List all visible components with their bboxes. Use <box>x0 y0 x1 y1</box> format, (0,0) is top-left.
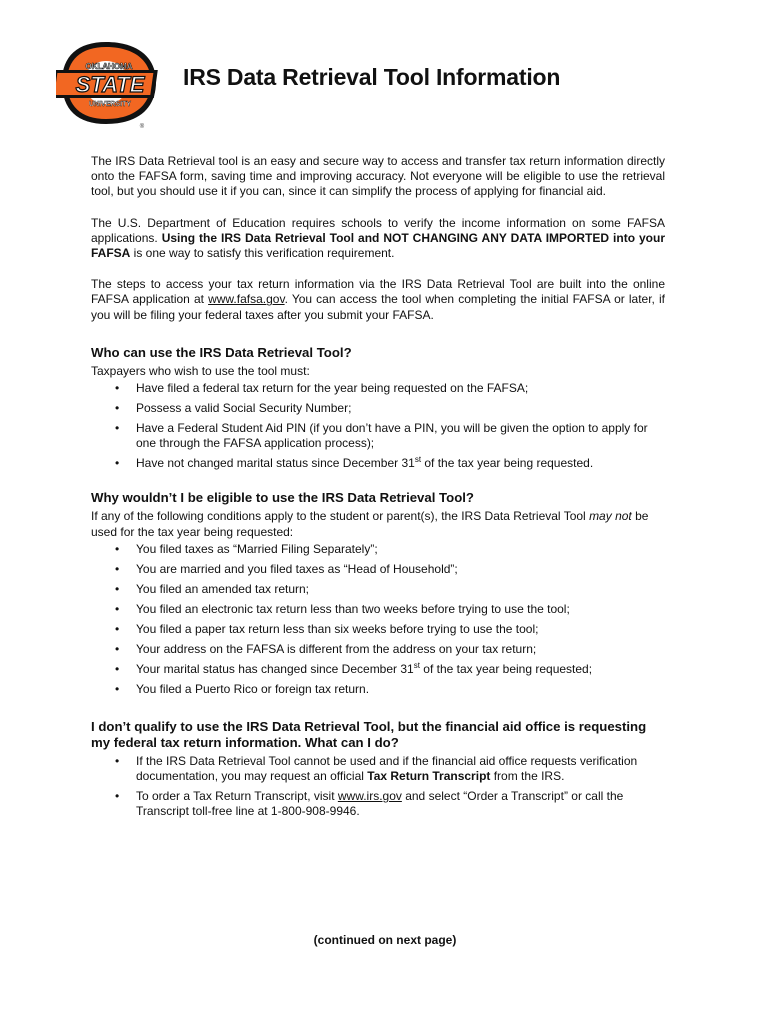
fafsa-link[interactable]: www.fafsa.gov <box>208 292 285 307</box>
list-item <box>91 381 665 396</box>
section-2-list <box>91 542 665 697</box>
list-item <box>91 754 665 784</box>
list-item <box>91 562 665 577</box>
list-item-text-b: from the IRS. <box>490 769 565 784</box>
list-item-bold: Tax Return Transcript <box>367 769 491 784</box>
list-item-text: Your address on the FAFSA is different from the address on your tax return; <box>136 641 537 656</box>
ordinal-suffix: st <box>414 455 422 465</box>
list-item-text: You filed a paper tax return less than six weeks before trying to use the tool; <box>136 621 539 636</box>
section-2-lead <box>91 509 665 539</box>
bullet-icon: • <box>115 661 120 676</box>
list-item <box>91 682 665 697</box>
intro-p2-bold: Using the IRS Data Retrieval Tool and NOT CHANGING ANY DATA IMPORTED into your FAFSA <box>91 230 666 261</box>
intro-paragraph-2 <box>91 216 665 262</box>
list-item-text: You are married and you filed taxes as “Head of Household”; <box>136 561 458 576</box>
section-2-heading: Why wouldn’t I be eligible to use the IRS Data Retrieval Tool? <box>91 490 474 506</box>
bullet-icon: • <box>115 681 120 696</box>
section-1-lead: Taxpayers who wish to use the tool must: <box>91 363 310 378</box>
intro-paragraph-3 <box>91 277 665 323</box>
bullet-icon: • <box>115 601 120 616</box>
list-item-text: Have a Federal Student Aid PIN (if you don’t have a PIN, you will be given the option to apply for one through the FAFSA application process); <box>136 421 648 451</box>
list-item-text: You filed a Puerto Rico or foreign tax return. <box>136 681 370 696</box>
list-item-text-a: To order a Tax Return Transcript, visit <box>136 789 338 804</box>
section-who-can-use <box>91 345 665 472</box>
list-item <box>91 602 665 617</box>
section-3-list <box>91 754 665 820</box>
intro-p3-text-a: The steps to access your tax return information via the IRS Data Retrieval Tool are built into the online FAFSA application at <box>91 277 665 307</box>
logo-bottom-text: UNIVERSITY <box>88 101 132 108</box>
section-2-lead-b: be used for the tax year being requested: <box>91 509 649 539</box>
bullet-icon: • <box>115 561 120 576</box>
irs-link[interactable]: www.irs.gov <box>337 789 402 804</box>
bullet-icon: • <box>115 581 120 596</box>
section-dont-qualify <box>91 719 665 820</box>
logo-top-text: OKLAHOMA <box>85 62 133 71</box>
section-1-list <box>91 381 665 471</box>
list-item-text-b: and select “Order a Transcript” or call the Transcript toll-free line at 1-800-908-9946. <box>136 789 624 819</box>
bullet-icon: • <box>115 541 120 556</box>
list-item-text: Possess a valid Social Security Number; <box>136 401 352 416</box>
bullet-icon: • <box>115 641 120 656</box>
bullet-icon: • <box>115 421 120 436</box>
list-item-text: You filed an amended tax return; <box>136 581 310 596</box>
list-item <box>91 662 665 677</box>
list-item-text-a: If the IRS Data Retrieval Tool cannot be used and if the financial aid office requests verification documentation, you may request an official <box>136 754 638 784</box>
list-item <box>91 401 665 416</box>
logo-main-text: STATE <box>75 72 145 97</box>
page-title: IRS Data Retrieval Tool Information <box>183 64 561 90</box>
ordinal-suffix: st <box>413 660 420 670</box>
list-item-text-b: of the tax year being requested. <box>421 456 594 471</box>
list-item-text-b: of the tax year being requested; <box>419 661 593 676</box>
list-item-text: You filed taxes as “Married Filing Separately”; <box>136 541 378 556</box>
continued-note: (continued on next page) <box>313 933 457 947</box>
list-item <box>91 542 665 557</box>
bullet-icon: • <box>115 754 120 769</box>
intro-p2-text-b: is one way to satisfy this verification requirement. <box>130 246 395 261</box>
intro-paragraph-1: The IRS Data Retrieval tool is an easy and secure way to access and transfer tax return information directly onto the FAFSA form, saving time and improving accuracy. Not everyone will be eligible to use the retrieval tool, but you should use it if you can, since it can simplify the process of applying for financial aid. <box>91 154 665 199</box>
list-item <box>91 622 665 637</box>
section-2-lead-emphasis: may not <box>589 509 632 524</box>
list-item-text-a: Have not changed marital status since December 31 <box>136 456 415 471</box>
list-item <box>91 642 665 657</box>
list-item-text: Have filed a federal tax return for the year being requested on the FAFSA; <box>136 381 529 396</box>
list-item <box>91 421 665 451</box>
document-body <box>91 154 665 824</box>
bullet-icon: • <box>115 789 120 804</box>
list-item-text-a: Your marital status has changed since December 31 <box>136 661 414 676</box>
list-item <box>91 789 665 819</box>
bullet-icon: • <box>115 621 120 636</box>
osu-logo <box>56 40 168 130</box>
intro-p3-text-b: . You can access the tool when completing the initial FAFSA or later, if you will be filing your federal taxes after you submit your FAFSA. <box>91 292 665 322</box>
list-item <box>91 582 665 597</box>
section-3-heading: I don’t qualify to use the IRS Data Retrieval Tool, but the financial aid office is requesting my federal tax return information. What can I do? <box>91 719 647 751</box>
intro-p2-text-a: The U.S. Department of Education requires schools to verify the income information on some FAFSA applications. <box>91 215 665 245</box>
logo-registered-mark: ® <box>139 124 145 130</box>
list-item-text: You filed an electronic tax return less than two weeks before trying to use the tool; <box>136 601 570 616</box>
list-item <box>91 456 665 471</box>
section-2-lead-a: If any of the following conditions apply to the student or parent(s), the IRS Data Retrieval Tool <box>91 509 590 524</box>
bullet-icon: • <box>115 456 120 471</box>
bullet-icon: • <box>115 381 120 396</box>
section-why-not-eligible <box>91 490 665 697</box>
bullet-icon: • <box>115 401 120 416</box>
section-1-heading: Who can use the IRS Data Retrieval Tool? <box>91 344 352 360</box>
